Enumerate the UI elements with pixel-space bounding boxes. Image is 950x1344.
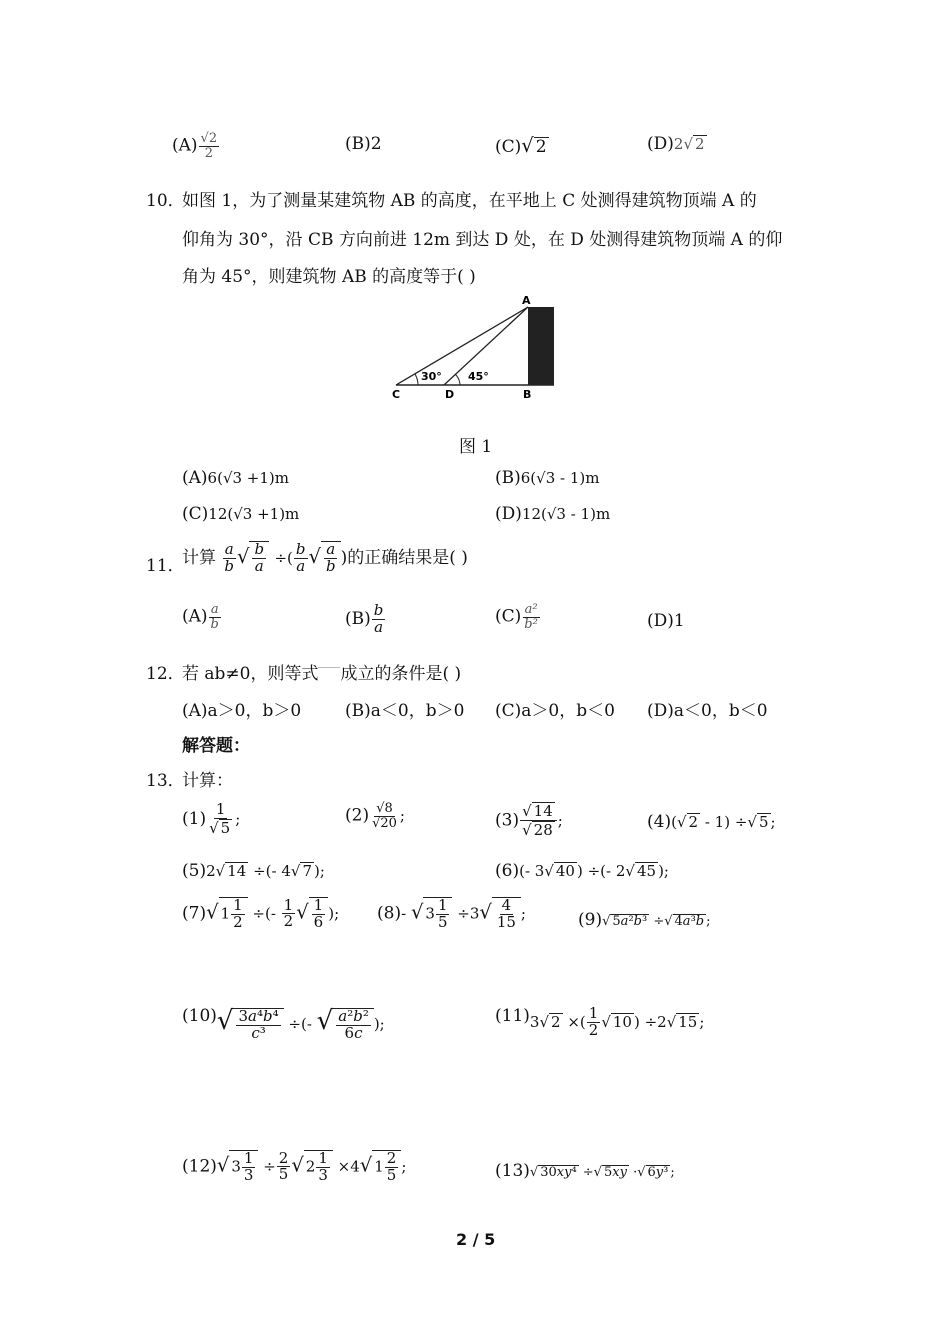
- q13-item-8: (8)- √ 3 $\frac{1}{5}$ ÷3√ $\frac{4}{15}$ ;: [377, 896, 526, 931]
- sight-line-c: [396, 307, 528, 385]
- label-B: B: [523, 388, 532, 401]
- q13-item-7: (7)√ 1 $\frac{1}{2}$ ÷(- $\frac{1}{2}$ √ $\frac{1}{6}$ );: [182, 895, 340, 931]
- angle-label-30: 30°: [421, 370, 442, 383]
- building: [528, 307, 554, 385]
- section-title: 解答题：: [182, 736, 250, 756]
- q13-item-3: (3) $\frac{√ 14}{√ 28}$ ;: [495, 802, 563, 840]
- q11-option-c: (C) $\frac{\text{a²}}{\text{b²}}$: [495, 602, 538, 632]
- q11-option-b: (B) $\frac{b}{a}$: [345, 601, 384, 636]
- label-A: A: [522, 294, 531, 307]
- q13-number: 13．: [146, 771, 185, 791]
- q13-item-4: (4)(√ 2 - 1) ÷√ 5 ;: [647, 812, 776, 832]
- q10-number: 10．: [146, 191, 185, 211]
- label-C: C: [392, 388, 401, 401]
- q11-stem: 计算 $\frac{a}{b}$ √ $\frac{b}{a}$ ÷( $\frac{b}{a}$ √ $\frac{a}{b}$ )的正确结果是( ): [182, 540, 468, 575]
- q10-figure: [388, 292, 568, 402]
- q12-equation-image: [318, 667, 340, 682]
- q13-item-10: (10)√ $\frac{\text{3a⁴b⁴}}{\text{c³}}$ ÷(- √ $\frac{\text{a²b²}}{6c}$ );: [182, 1006, 385, 1042]
- q13-item-1: (1) $\frac{1}{√ 5}$ ;: [182, 800, 241, 837]
- figure-caption: 图 1: [459, 437, 493, 457]
- q13-item-9: (9)√ 5a²b³ ÷√ 4a³b ;: [578, 910, 711, 930]
- q13-item-12: (12)√ 3 $\frac{1}{3}$ ÷ $\frac{2}{5}$ √ 2 $\frac{1}{3}$ ×4√ 1 $\frac{2}{5}$ ;: [182, 1148, 407, 1184]
- q13-item-6: (6)(- 3√ 40 ) ÷(- 2√ 45 );: [495, 861, 669, 881]
- label-D: D: [445, 388, 455, 401]
- q9-option-b: (B)2: [345, 134, 382, 154]
- q13-item-13: (13)√ 30xy⁴ ÷√ 5xy ·√ 6y³ ;: [495, 1161, 675, 1181]
- q12-option-b: (B)a＜0，b＞0: [345, 701, 465, 721]
- q12-option-c: (C)a＞0，b＜0: [495, 701, 615, 721]
- q13-title: 计算：: [182, 771, 233, 791]
- q10-option-a: (A)6(√3 +1)m: [182, 468, 289, 488]
- angle-arc-30: [415, 374, 418, 385]
- q11-number: 11．: [146, 556, 185, 576]
- q10-line3: 角为 45°，则建筑物 AB 的高度等于( ): [182, 267, 476, 287]
- q11-option-d: (D)1: [647, 611, 685, 631]
- q12-stem: 若 ab≠0，则等式 成立的条件是( ): [182, 664, 462, 684]
- q10-line1: 如图 1，为了测量某建筑物 AB 的高度，在平地上 C 处测得建筑物顶端 A 的: [182, 191, 757, 211]
- q10-option-b: (B)6(√3 - 1)m: [495, 468, 600, 488]
- q12-number: 12．: [146, 664, 185, 684]
- q13-item-5: (5)2√ 14 ÷(- 4√ 7 );: [182, 861, 325, 881]
- angle-arc-45: [455, 374, 460, 385]
- q13-item-2: (2) $\frac{√8}{√20}$ ;: [345, 801, 405, 831]
- q10-line2: 仰角为 30°，沿 CB 方向前进 12m 到达 D 处，在 D 处测得建筑物顶端 A 的仰: [182, 230, 783, 250]
- q9-option-a: (A) $\frac{√2}{2}$: [172, 131, 218, 161]
- q10-option-d: (D)12(√3 - 1)m: [495, 504, 611, 524]
- q13-item-11: (11)3√ 2 ×( $\frac{1}{2}$ √ 10 ) ÷2√ 15 ;: [495, 1004, 705, 1039]
- q12-option-d: (D)a＜0，b＜0: [647, 701, 768, 721]
- q12-option-a: (A)a＞0，b＞0: [182, 701, 302, 721]
- q11-option-a: (A) $\frac{a}{b}$: [182, 602, 219, 632]
- q10-option-c: (C)12(√3 +1)m: [182, 504, 300, 524]
- angle-label-45: 45°: [468, 370, 489, 383]
- q9-option-d: (D)2√ 2: [647, 134, 705, 154]
- page-number: 2 / 5: [456, 1230, 496, 1249]
- q9-option-c: (C)√ 2: [495, 134, 547, 157]
